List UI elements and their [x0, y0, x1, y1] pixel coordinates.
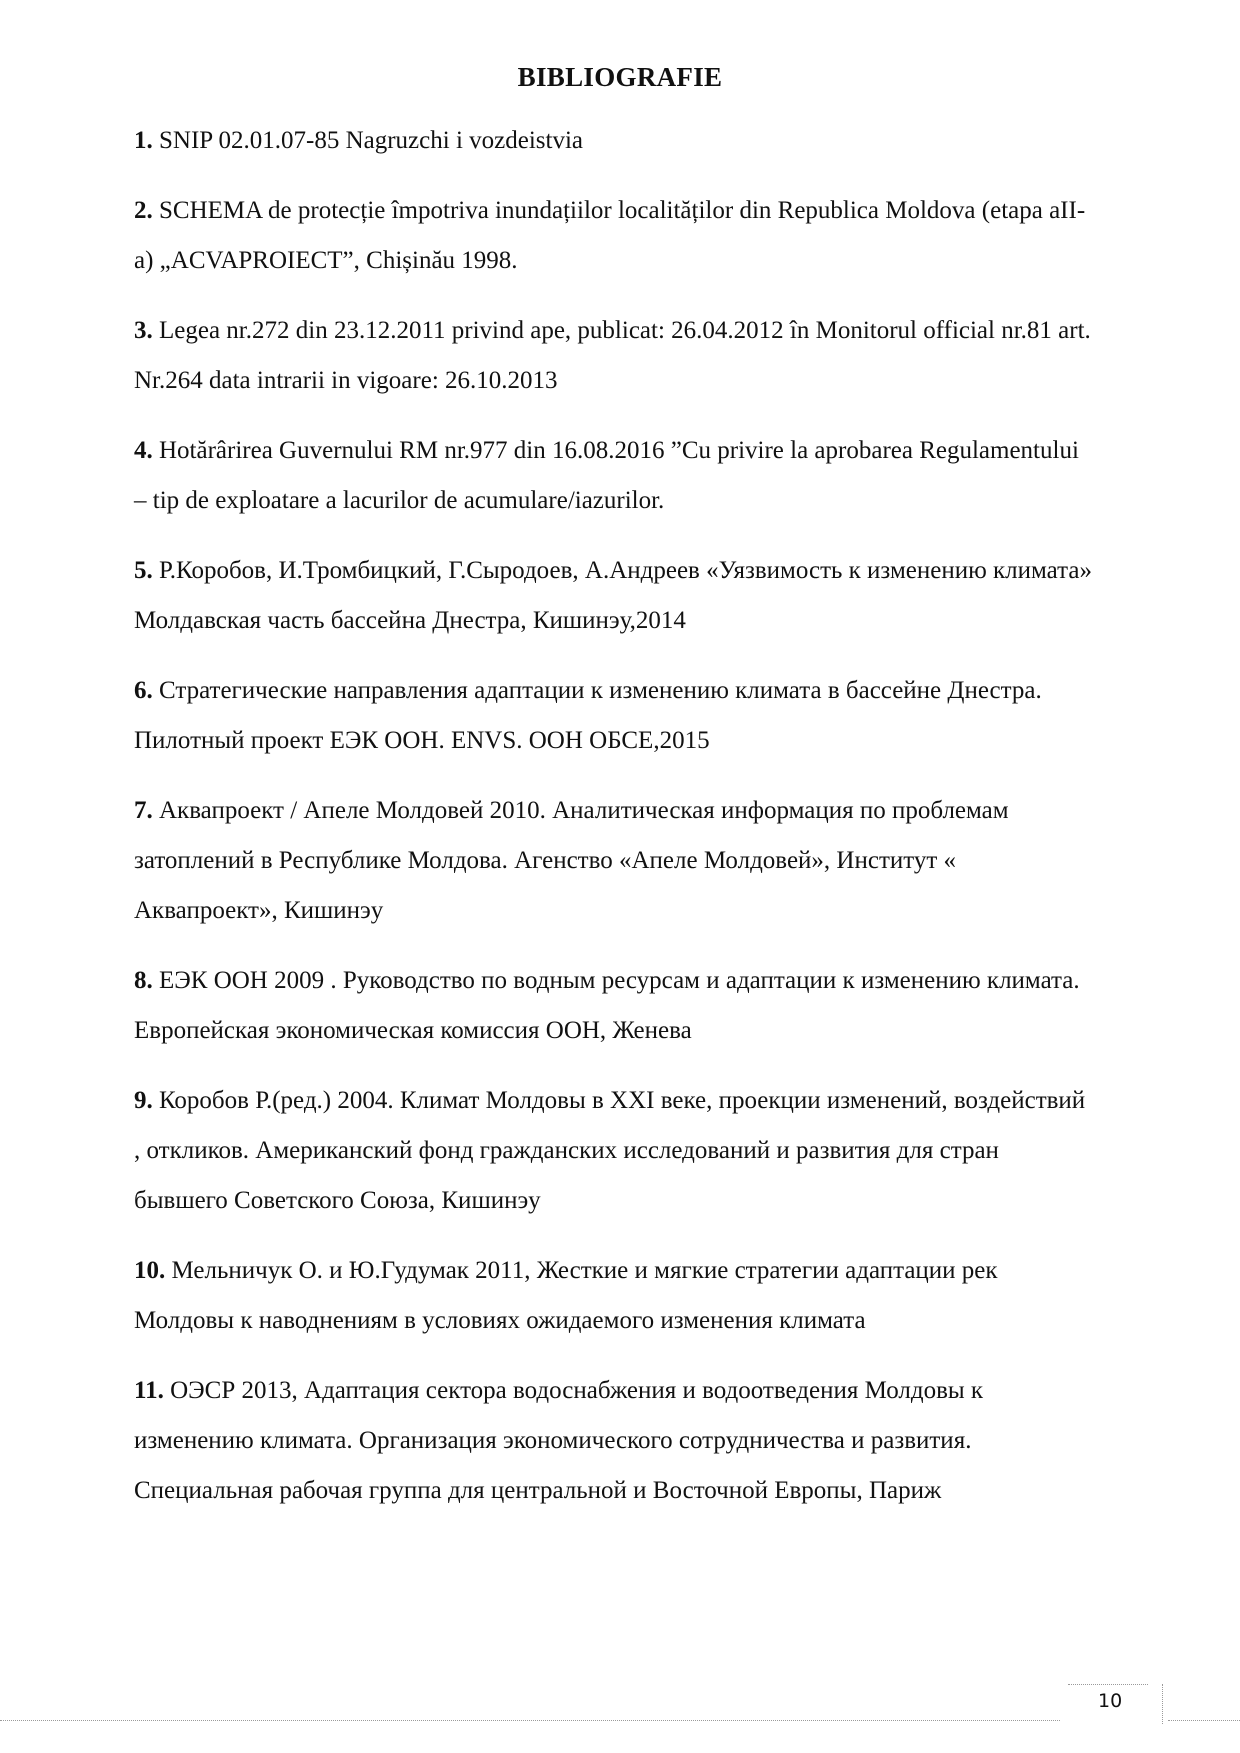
page-title: BIBLIOGRAFIE [517, 62, 723, 93]
entry-text: SCHEMA de protecție împotriva inundațiilor localităților din Republica Moldova (etapa aII-a) „ACVAPROIECT”, Chișinău 1998. [134, 197, 1086, 274]
entry-text: Hotărârirea Guvernului RM nr.977 din 16.08.2016 ”Cu privire la aprobarea Regulamentului – tip de exploatare a lacurilor de acumulare/iazurilor. [134, 437, 1079, 514]
bibliography-entry [134, 116, 1094, 166]
bibliography-entry [134, 1366, 1094, 1516]
bibliography-entry [134, 546, 1094, 646]
entry-number: 8. [134, 967, 153, 994]
bibliography-entry [134, 1246, 1094, 1346]
footer-divider [1162, 1684, 1163, 1724]
bibliography-entry [134, 426, 1094, 526]
bibliography-entry [134, 956, 1094, 1056]
page-number: 10 [1098, 1690, 1123, 1712]
entry-number: 4. [134, 437, 153, 464]
entry-number: 11. [134, 1377, 164, 1404]
bibliography-entry [134, 666, 1094, 766]
footer-divider [0, 1720, 1060, 1721]
bibliography-entry [134, 786, 1094, 936]
entry-text: Стратегические направления адаптации к изменению климата в бассейне Днестра. Пилотный проект ЕЭК ООН. ENVS. ООН ОБСЕ,2015 [134, 677, 1042, 754]
bibliography-list [134, 116, 1094, 1536]
entry-number: 10. [134, 1257, 166, 1284]
entry-number: 5. [134, 557, 153, 584]
entry-number: 7. [134, 797, 153, 824]
entry-number: 1. [134, 127, 153, 154]
entry-text: ОЭСР 2013, Адаптация сектора водоснабжения и водоотведения Молдовы к изменению климата. Организация экономического сотрудничества и развития. Специальная рабочая группа для центральной и Восточной Европы, Париж [134, 1377, 984, 1504]
entry-number: 6. [134, 677, 153, 704]
footer-divider [1068, 1684, 1148, 1685]
bibliography-entry [134, 186, 1094, 286]
bibliography-entry [134, 1076, 1094, 1226]
entry-number: 9. [134, 1087, 153, 1114]
entry-number: 2. [134, 197, 153, 224]
entry-text: Р.Коробов, И.Тромбицкий, Г.Сыродоев, А.Андреев «Уязвимость к изменению климата» Молдавская часть бассейна Днестра, Кишинэу,2014 [134, 557, 1092, 634]
footer-divider [1168, 1720, 1240, 1721]
entry-text: ЕЭК ООН 2009 . Руководство по водным ресурсам и адаптации к изменению климата. Европейская экономическая комиссия ООН, Женева [134, 967, 1080, 1044]
entry-text: Аквапроект / Апеле Молдовей 2010. Аналитическая информация по проблемам затоплений в Республике Молдова. Агенство «Апеле Молдовей», Институт « Аквапроект», Кишинэу [134, 797, 1009, 924]
entry-text: Мельничук О. и Ю.Гудумак 2011, Жесткие и мягкие стратегии адаптации рек Молдовы к наводнениям в условиях ожидаемого изменения климата [134, 1257, 998, 1334]
entry-text: SNIP 02.01.07-85 Nagruzchi i vozdeistvia [152, 127, 583, 154]
entry-number: 3. [134, 317, 153, 344]
entry-text: Коробов Р.(ред.) 2004. Климат Молдовы в XXI веке, проекции изменений, воздействий , откликов. Американский фонд гражданских исследований и развития для стран бывшего Советского Союза, Кишинэу [134, 1087, 1086, 1214]
entry-text: Legea nr.272 din 23.12.2011 privind ape, publicat: 26.04.2012 în Monitorul official nr.81 art. Nr.264 data intrarii in vigoare: 26.10.2013 [134, 317, 1091, 394]
bibliography-entry [134, 306, 1094, 406]
